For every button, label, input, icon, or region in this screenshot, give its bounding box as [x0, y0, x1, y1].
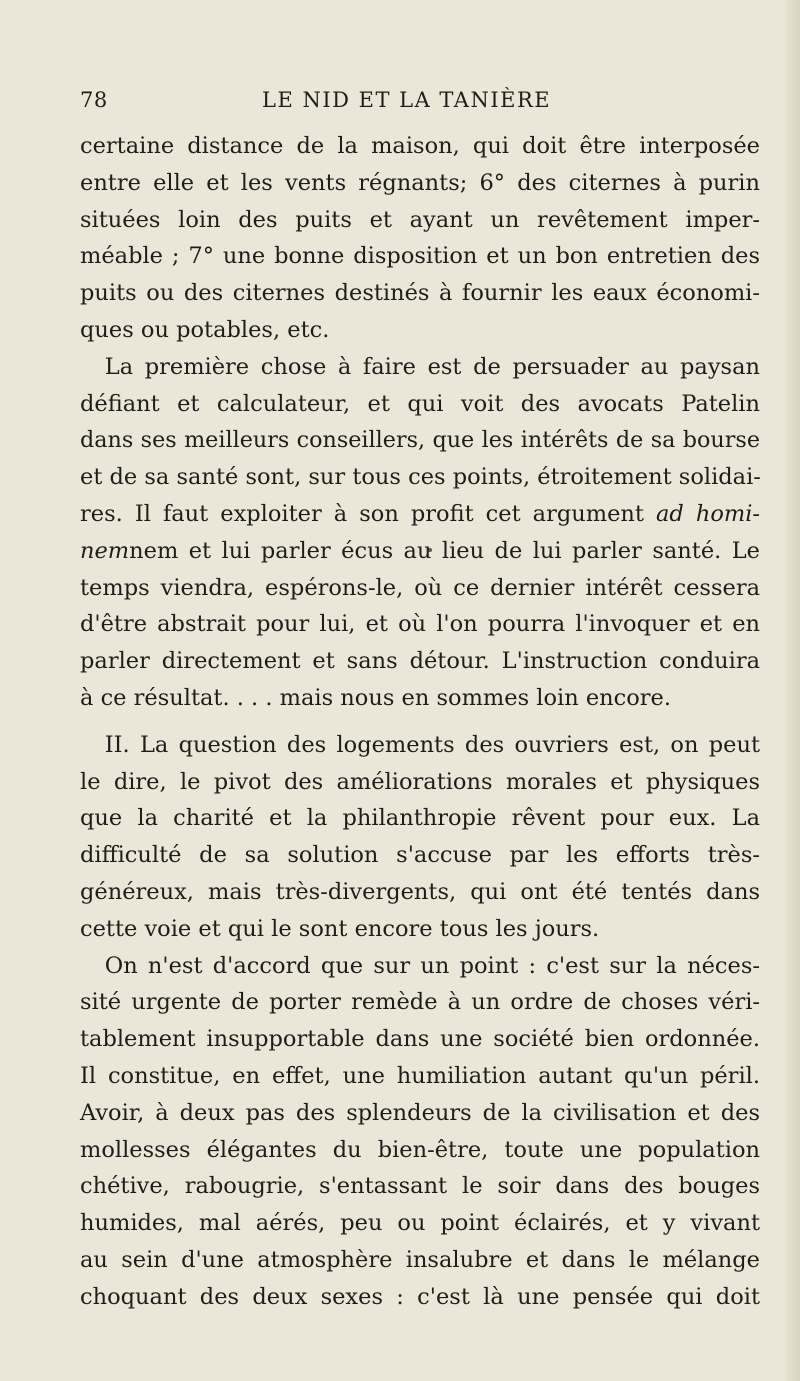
text-line: choquant des deux sexes : c'est là une pensée qui doit: [80, 1283, 760, 1310]
section-gap: [80, 717, 760, 727]
italic-phrase: ad homi-: [655, 500, 761, 527]
text-line: puits ou des citernes destinés à fournir les eaux économi-: [80, 280, 760, 307]
text-line: Avoir, à deux pas des splendeurs de la civilisation et des: [80, 1099, 760, 1126]
text-fragment: res. Il faut exploiter à son profit cet argument: [80, 500, 656, 527]
text-line: à ce résultat. . . . mais nous en sommes loin encore.: [80, 684, 672, 711]
text-line: d'être abstrait pour lui, et où l'on pourra l'invoquer et en: [80, 611, 760, 638]
text-line: mollesses élégantes du bien-être, toute une population: [80, 1136, 760, 1163]
text-line: La première chose à faire est de persuader au paysan: [104, 353, 760, 380]
text-line: le dire, le pivot des améliorations morales et physiques: [80, 768, 760, 795]
italic-phrase: nem: [80, 537, 130, 564]
text-line: méable ; 7° une bonne disposition et un bon entretien des: [80, 243, 760, 270]
text-line: On n'est d'accord que sur un point : c'est sur la néces-: [104, 952, 760, 979]
text-line-with-italic: [80, 533, 760, 570]
text-line: cette voie et qui le sont encore tous les jours.: [80, 915, 600, 942]
body-text: [80, 128, 760, 1316]
text-line: parler directement et sans détour. L'instruction conduira: [80, 648, 760, 675]
running-title: LE NID ET LA TANIÈRE: [262, 88, 552, 112]
text-line: temps viendra, espérons-le, où ce dernier intérêt cessera: [80, 574, 760, 601]
text-line: ques ou potables, etc.: [80, 316, 330, 343]
text-line: entre elle et les vents régnants; 6° des citernes à purin: [80, 169, 760, 196]
text-line: II. La question des logements des ouvriers est, on peut: [104, 731, 760, 758]
text-line: humides, mal aérés, peu ou point éclairés, et y vivant: [80, 1210, 760, 1237]
text-line: tablement insupportable dans une société bien ordonnée.: [80, 1026, 760, 1053]
text-line: chétive, rabougrie, s'entassant le soir dans des bouges: [80, 1173, 760, 1200]
text-line: certaine distance de la maison, qui doit être interposée: [80, 133, 760, 159]
text-line: difficulté de sa solution s'accuse par les efforts très-: [80, 842, 760, 869]
page-header: [80, 88, 740, 120]
text-line: au sein d'une atmosphère insalubre et dans le mélange: [80, 1246, 760, 1273]
text-fragment: nem et lui parler écus au lieu de lui parler santé. Le: [129, 537, 760, 564]
page-edge-shadow: [786, 0, 800, 1381]
text-line: défiant et calculateur, et qui voit des avocats Patelin: [80, 390, 760, 417]
text-line-with-italic: [80, 496, 760, 533]
text-line: Il constitue, en effet, une humiliation autant qu'un péril.: [80, 1062, 760, 1089]
text-line: dans ses meilleurs conseillers, que les intérêts de sa bourse: [80, 427, 760, 454]
text-line: généreux, mais très-divergents, qui ont été tentés dans: [80, 878, 760, 905]
text-line: et de sa santé sont, sur tous ces points, étroitement solidai-: [80, 464, 761, 491]
text-line: que la charité et la philanthropie rêvent pour eux. La: [80, 805, 760, 832]
text-line: sité urgente de porter remède à un ordre de choses véri-: [80, 989, 760, 1016]
page-number: 78: [80, 88, 108, 112]
text-line: situées loin des puits et ayant un revêtement imper-: [80, 206, 760, 233]
